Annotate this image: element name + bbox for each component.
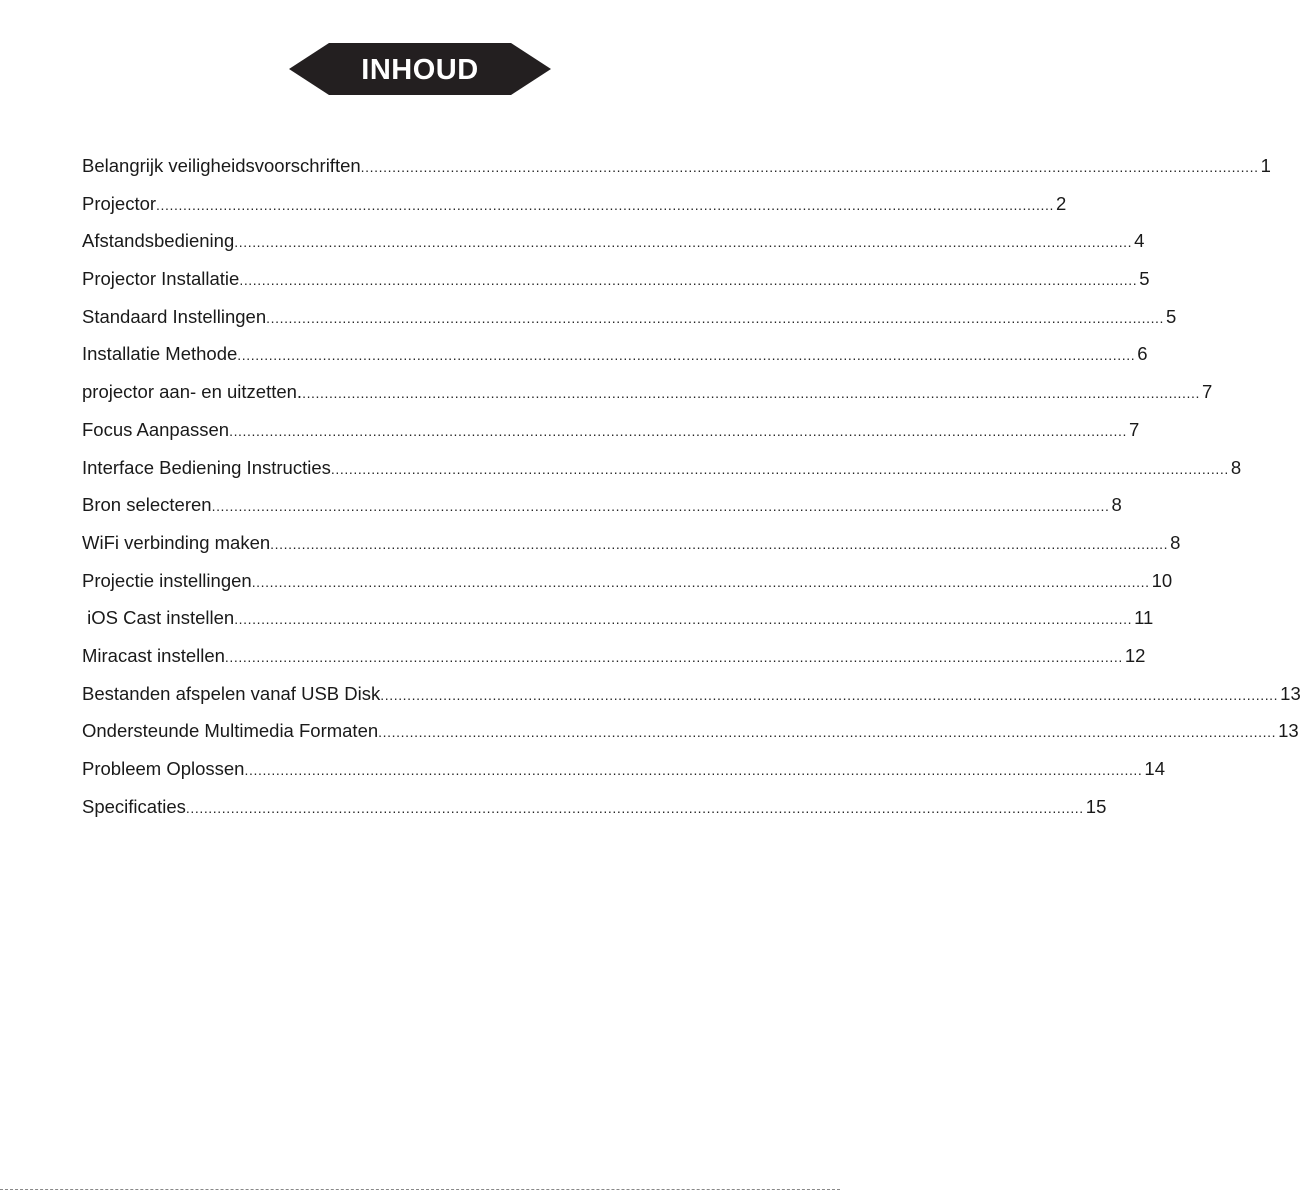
toc-dot-leader: ........................................................................................................................................................................................................ bbox=[270, 535, 1169, 552]
toc-page-number: 7 bbox=[1202, 381, 1213, 403]
toc-entry[interactable] bbox=[82, 569, 1173, 608]
toc-entry-title: Focus Aanpassen bbox=[82, 418, 230, 440]
toc-entry[interactable] bbox=[82, 418, 1140, 457]
toc-entry-title: Belangrijk veiligheidsvoorschriften bbox=[82, 155, 361, 176]
toc-dot-leader: ........................................................................................................................................................................................................ bbox=[251, 573, 1150, 590]
page-bottom-divider bbox=[0, 1189, 840, 1190]
toc-page-number: 14 bbox=[1144, 758, 1165, 779]
toc-page-number: 13 bbox=[1280, 682, 1301, 704]
toc-page-number: 8 bbox=[1111, 494, 1122, 516]
toc-dot-leader: ........................................................................................................................................................................................................ bbox=[302, 385, 1201, 402]
toc-entry-title: Projector bbox=[82, 192, 157, 214]
toc-page-number: 6 bbox=[1137, 343, 1148, 365]
toc-dot-leader: ........................................................................................................................................................................................................ bbox=[211, 498, 1110, 515]
toc-entry[interactable] bbox=[82, 720, 1299, 758]
toc-entry[interactable] bbox=[82, 531, 1181, 570]
toc-dot-leader: ........................................................................................................................................................................................................ bbox=[234, 611, 1133, 628]
toc-dot-leader: ........................................................................................................................................................................................................ bbox=[229, 422, 1128, 439]
toc-entry-title: Miracast instellen bbox=[82, 644, 225, 666]
toc-entry[interactable] bbox=[82, 192, 1067, 231]
toc-entry-title: Specificaties bbox=[82, 795, 186, 817]
toc-entry[interactable] bbox=[82, 607, 1154, 645]
toc-entry-title: Standaard Instellingen bbox=[82, 305, 267, 327]
toc-page-number: 2 bbox=[1055, 192, 1067, 214]
toc-page-number: 11 bbox=[1134, 607, 1154, 629]
toc-entry[interactable] bbox=[82, 305, 1177, 344]
toc-page-number: 8 bbox=[1230, 456, 1242, 478]
toc-page-number: 15 bbox=[1085, 795, 1107, 817]
page-title: INHOUD bbox=[361, 54, 479, 86]
toc-dot-leader: ........................................................................................................................................................................................................ bbox=[237, 347, 1136, 364]
toc-page-number: 5 bbox=[1166, 305, 1177, 327]
toc-dot-leader: ........................................................................................................................................................................................................ bbox=[360, 159, 1259, 175]
toc-page-number: 7 bbox=[1129, 418, 1140, 440]
toc-entry-title: Ondersteunde Multimedia Formaten bbox=[82, 720, 379, 742]
toc-entry[interactable] bbox=[82, 155, 1271, 193]
toc-entry-title: Probleem Oplossen bbox=[82, 758, 245, 779]
toc-entry-title: Bestanden afspelen vanaf USB Disk bbox=[82, 682, 381, 704]
toc-dot-leader: ........................................................................................................................................................................................................ bbox=[239, 272, 1138, 289]
toc-dot-leader: ........................................................................................................................................................................................................ bbox=[378, 724, 1277, 741]
toc-page-number: 10 bbox=[1151, 569, 1173, 591]
toc-dot-leader: ........................................................................................................................................................................................................ bbox=[330, 460, 1229, 477]
toc-entry[interactable] bbox=[82, 268, 1150, 306]
toc-entry-title: projector aan- en uitzetten. bbox=[82, 381, 303, 403]
toc-dot-leader: ........................................................................................................................................................................................................ bbox=[224, 648, 1123, 665]
toc-entry-title: Bron selecteren bbox=[82, 494, 212, 516]
toc-entry-title: Projector Installatie bbox=[82, 268, 240, 290]
toc-entry[interactable] bbox=[82, 644, 1146, 683]
toc-page-number: 1 bbox=[1260, 155, 1271, 176]
toc-entry-title: Installatie Methode bbox=[82, 343, 238, 365]
toc-dot-leader: ........................................................................................................................................................................................................ bbox=[185, 799, 1084, 816]
toc-entry[interactable] bbox=[82, 230, 1145, 268]
toc-entry[interactable] bbox=[82, 494, 1122, 532]
toc-entry-title: WiFi verbinding maken bbox=[82, 531, 271, 553]
toc-entry[interactable] bbox=[82, 343, 1148, 381]
toc-page-number: 4 bbox=[1134, 230, 1145, 252]
toc-entry[interactable] bbox=[82, 381, 1213, 419]
toc-entry[interactable] bbox=[82, 795, 1107, 834]
toc-page-number: 13 bbox=[1278, 720, 1299, 742]
toc-dot-leader: ........................................................................................................................................................................................................ bbox=[156, 196, 1054, 213]
toc-entry[interactable] bbox=[82, 758, 1165, 796]
toc-page-number: 8 bbox=[1170, 531, 1181, 553]
toc-entry[interactable] bbox=[82, 682, 1301, 721]
toc-page-number: 12 bbox=[1124, 644, 1146, 666]
toc-entry[interactable] bbox=[82, 456, 1242, 495]
toc-dot-leader: ........................................................................................................................................................................................................ bbox=[234, 234, 1133, 251]
table-of-contents bbox=[82, 155, 1301, 833]
toc-entry-title: Afstandsbediening bbox=[82, 230, 235, 252]
toc-dot-leader: ........................................................................................................................................................................................................ bbox=[266, 309, 1165, 326]
toc-dot-leader: ........................................................................................................................................................................................................ bbox=[380, 686, 1279, 703]
toc-entry-title: Interface Bediening Instructies bbox=[82, 456, 331, 478]
toc-dot-leader: ........................................................................................................................................................................................................ bbox=[244, 762, 1143, 778]
toc-page-number: 5 bbox=[1139, 268, 1150, 290]
contents-banner bbox=[289, 43, 551, 95]
toc-entry-title: iOS Cast instellen bbox=[82, 607, 235, 629]
toc-entry-title: Projectie instellingen bbox=[82, 569, 252, 591]
